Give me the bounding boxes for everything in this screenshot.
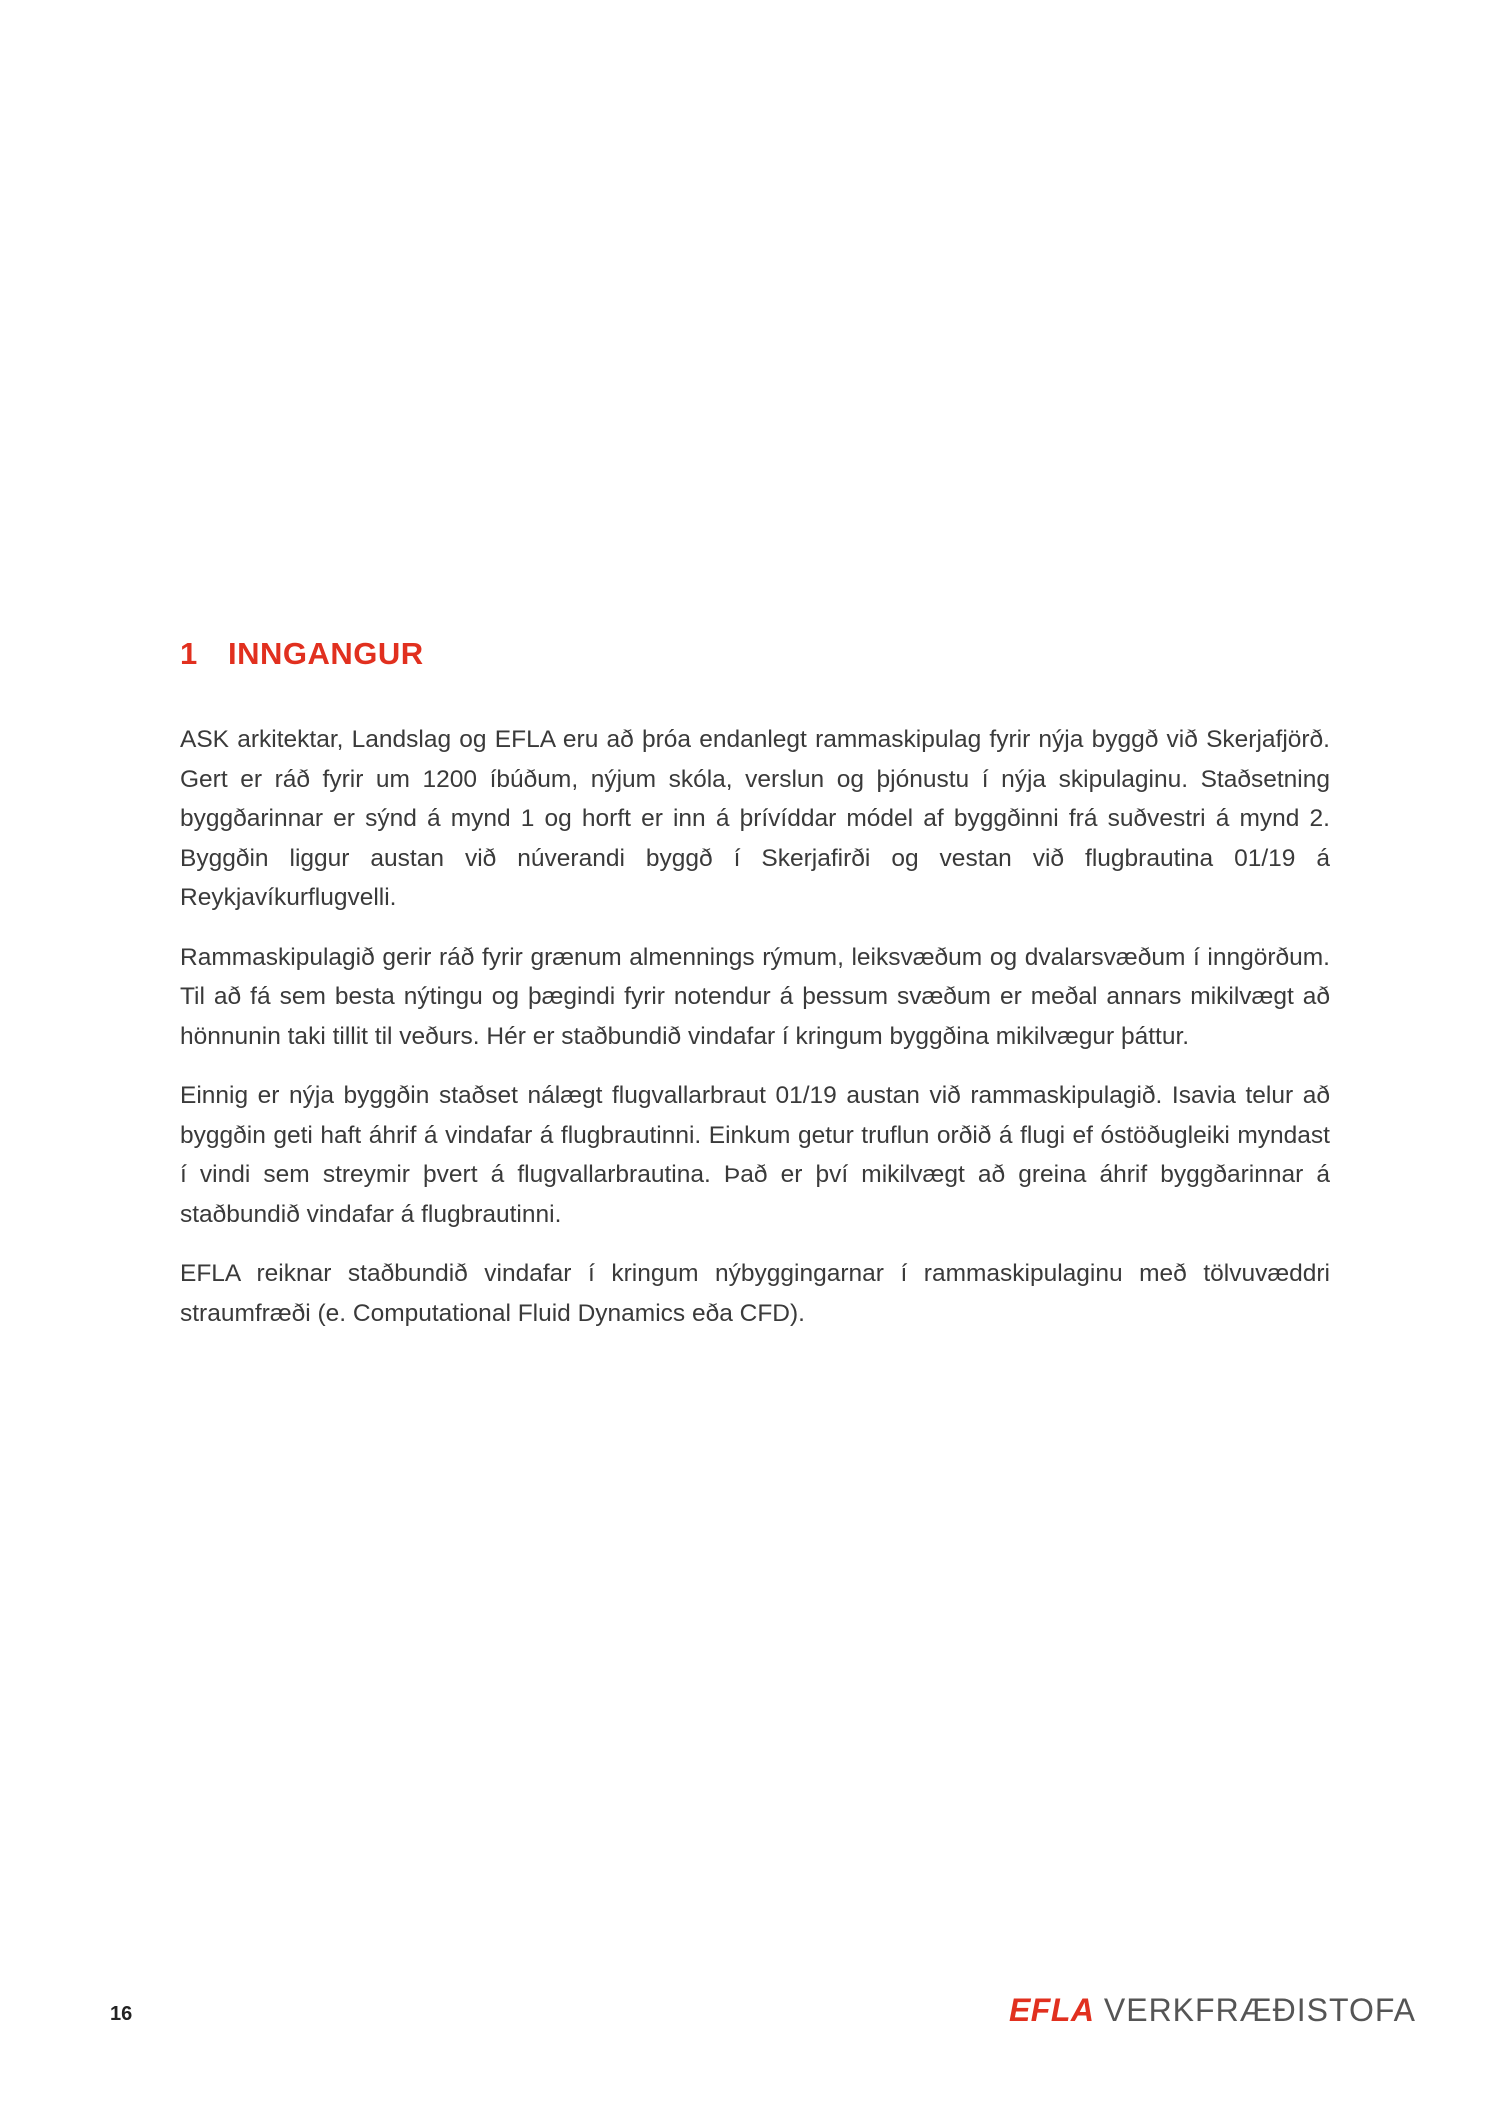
body-text bbox=[180, 720, 1330, 1353]
section-title: INNGANGUR bbox=[228, 636, 424, 671]
brand-suffix: VERKFRÆÐISTOFA bbox=[1103, 1992, 1416, 2028]
brand-name: EFLA bbox=[1008, 1992, 1095, 2028]
paragraph-intro: ASK arkitektar, Landslag og EFLA eru að þróa endanlegt rammaskipulag fyrir nýja byggð við Skerjafjörð. Gert er ráð fyrir um 1200 íbúðum, nýjum skóla, verslun og þjónustu í nýja skipulaginu. Staðsetning byggðarinnar er sýnd á mynd 1 og horft er inn á þrívíddar módel af byggðinni frá suðvestri á mynd 2. Byggðin liggur austan við núverandi byggð í Skerjafirði og vestan við flugbrautina 01/19 á Reykjavíkurflugvelli. bbox=[180, 726, 1330, 911]
paragraph-runway: Einnig er nýja byggðin staðset nálægt flugvallarbraut 01/19 austan við rammaskipulagið. Isavia telur að byggðin geti haft áhrif á vindafar á flugbrautinni. Einkum getur truflun orðið á flugi ef óstöðugleiki myndast í vindi sem streymir þvert á flugvallarbrautina. Það er því mikilvægt að greina áhrif byggðarinnar á staðbundið vindafar á flugbrautinni. bbox=[180, 1082, 1330, 1228]
paragraph-framework: Rammaskipulagið gerir ráð fyrir grænum almennings rýmum, leiksvæðum og dvalarsvæðum í inngörðum. Til að fá sem besta nýtingu og þægindi fyrir notendur á þessum svæðum er meðal annars mikilvægt að hönnunin taki tillit til veðurs. Hér er staðbundið vindafar í kringum byggðina mikilvægur þáttur. bbox=[180, 943, 1330, 1050]
brand-logo bbox=[1009, 1992, 1416, 2029]
page-number: 16 bbox=[110, 2003, 133, 2025]
paragraph-cfd: EFLA reiknar staðbundið vindafar í kringum nýbyggingarnar í rammaskipulaginu með tölvuvæddri straumfræði (e. Computational Fluid Dynamics eða CFD). bbox=[180, 1260, 1330, 1327]
section-heading bbox=[180, 636, 424, 672]
section-number: 1 bbox=[180, 636, 198, 671]
